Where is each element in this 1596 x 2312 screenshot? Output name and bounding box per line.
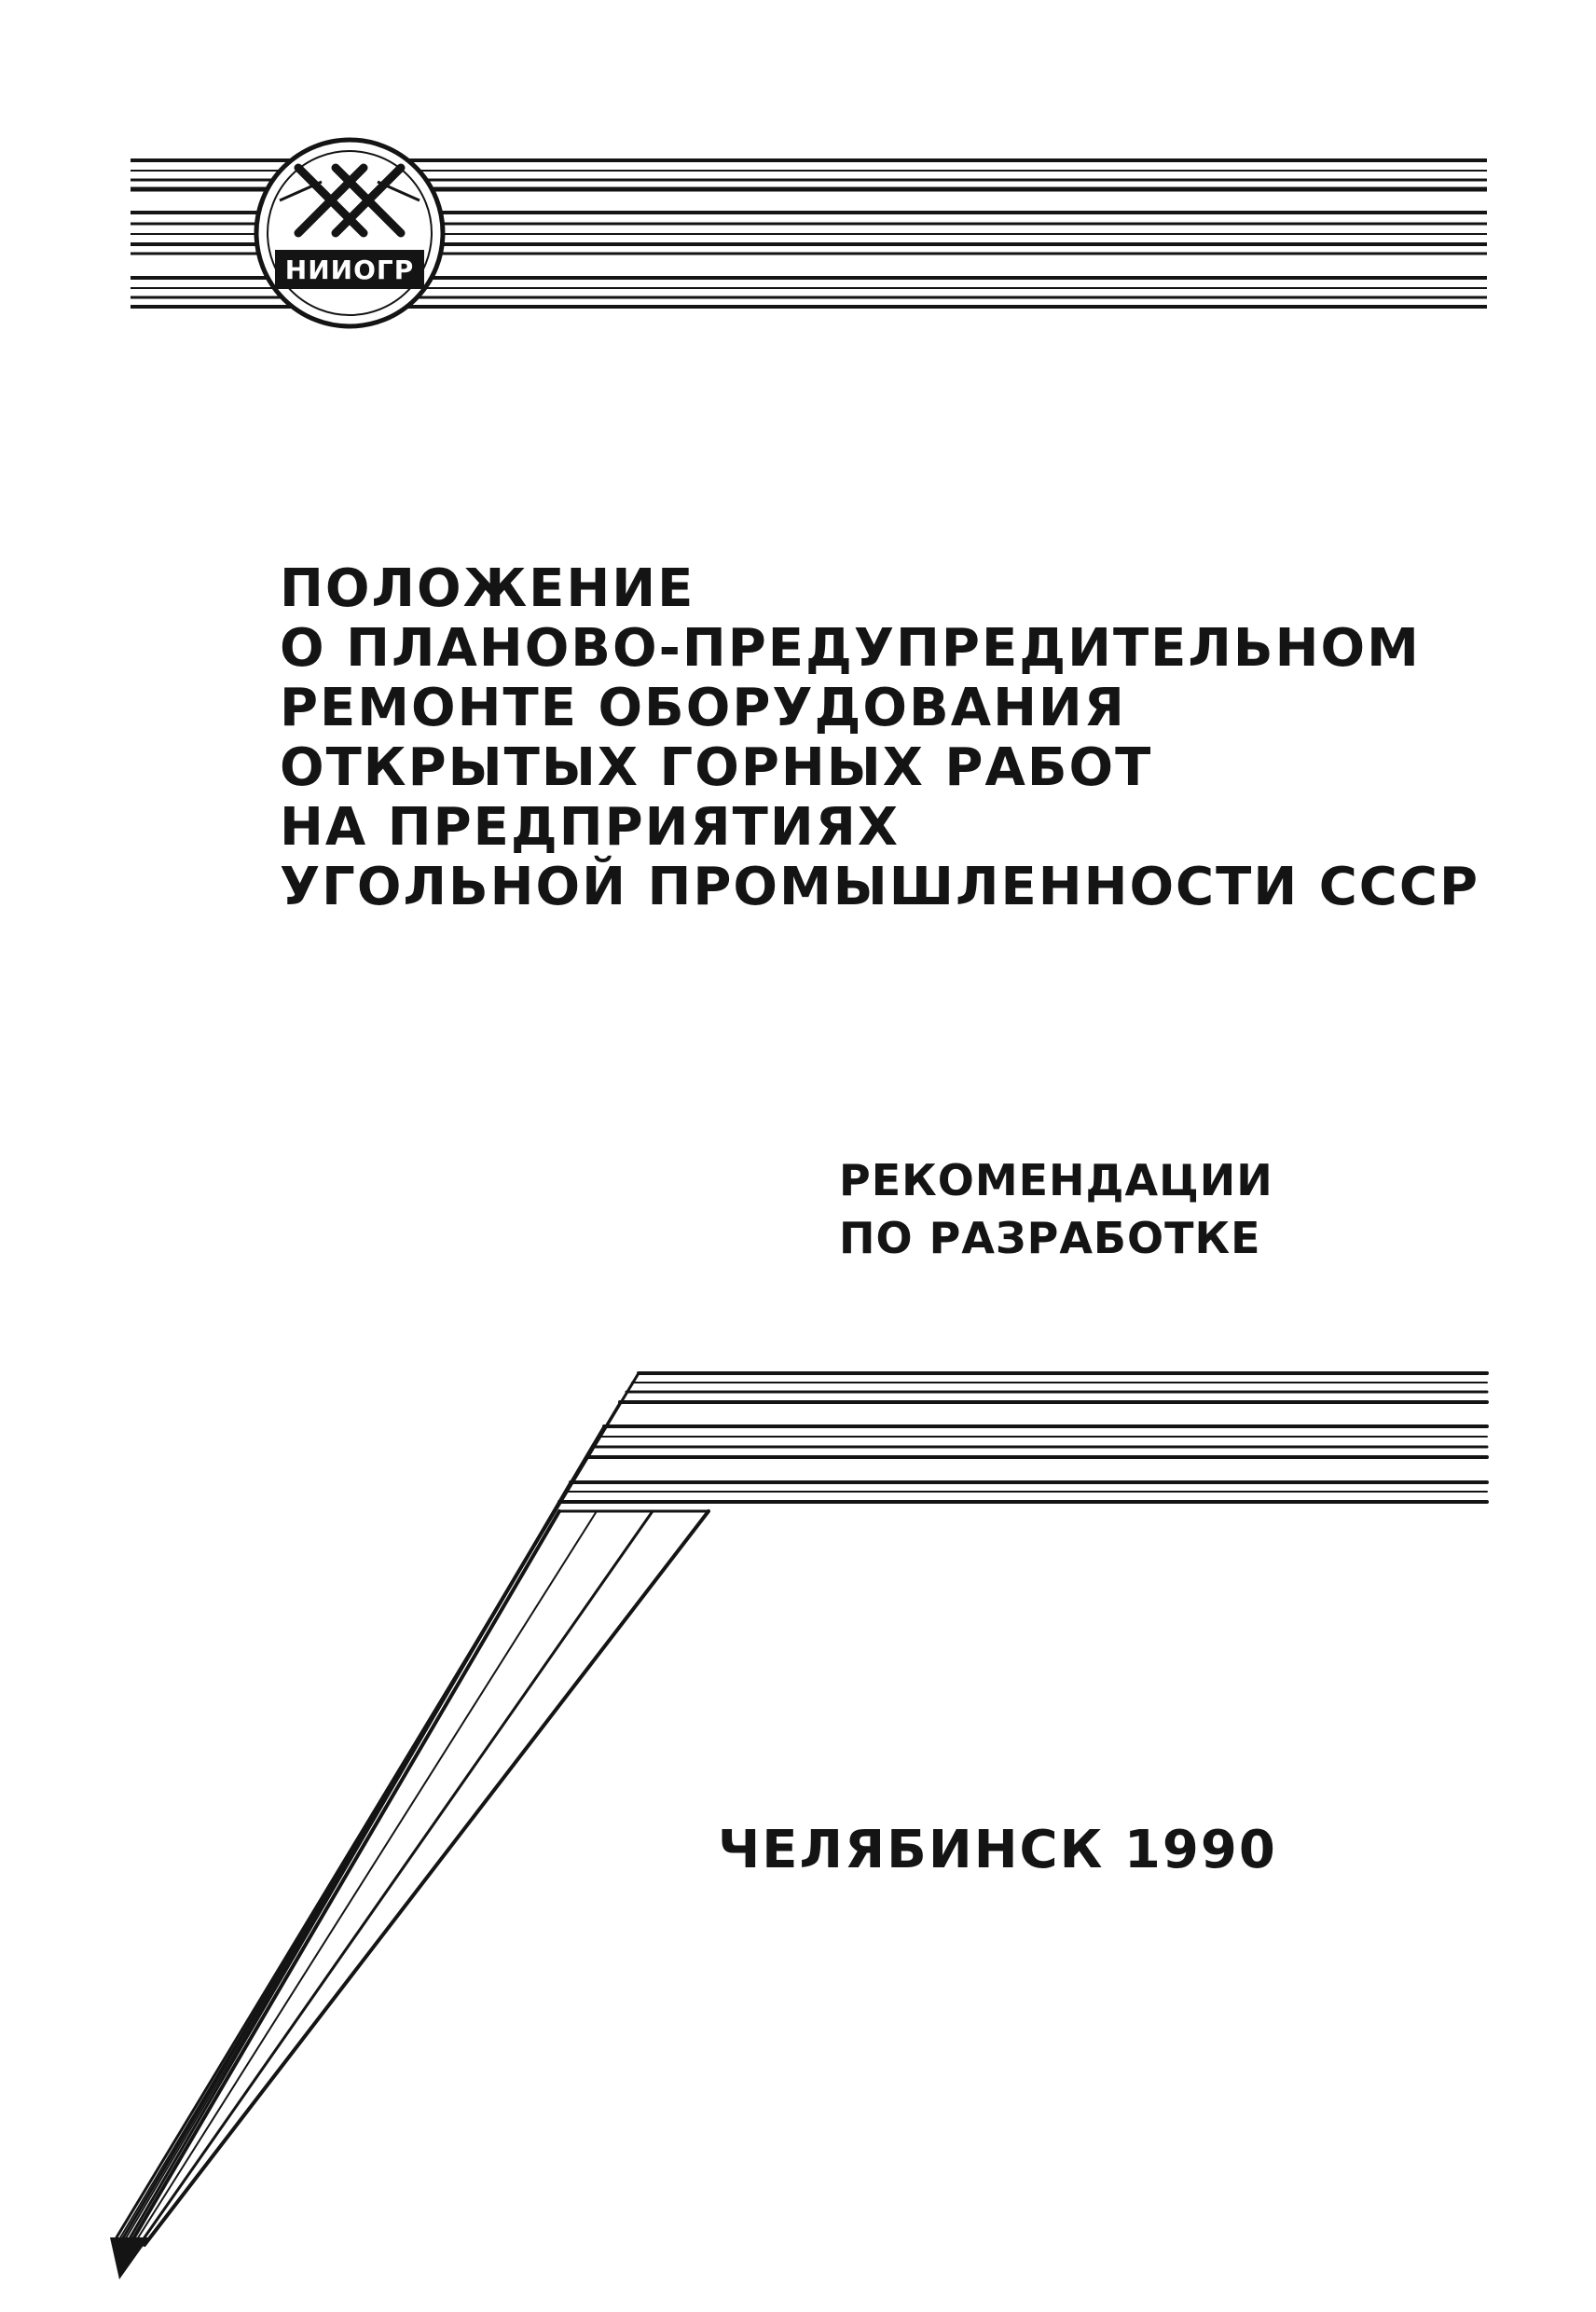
title-line-2: О ПЛАНОВО-ПРЕДУПРЕДИТЕЛЬНОМ xyxy=(280,618,1421,679)
subtitle-line-1: РЕКОМЕНДАЦИИ xyxy=(839,1155,1273,1205)
imprint-city-year: ЧЕЛЯБИНСК 1990 xyxy=(718,1820,1277,1880)
title-line-4: ОТКРЫТЫХ ГОРНЫХ РАБОТ xyxy=(280,737,1153,798)
document-subtitle xyxy=(839,1151,1305,1267)
logo-text: НИИОГР xyxy=(284,255,415,285)
institute-logo xyxy=(256,140,443,326)
document-title xyxy=(280,558,1480,917)
title-line-6: УГОЛЬНОЙ ПРОМЫШЛЕННОСТИ СССР xyxy=(280,857,1480,917)
title-line-1: ПОЛОЖЕНИЕ xyxy=(280,558,695,619)
title-line-3: РЕМОНТЕ ОБОРУДОВАНИЯ xyxy=(280,678,1126,738)
title-line-5: НА ПРЕДПРИЯТИЯХ xyxy=(280,797,901,858)
subtitle-line-2: ПО РАЗРАБОТКЕ xyxy=(839,1213,1261,1263)
